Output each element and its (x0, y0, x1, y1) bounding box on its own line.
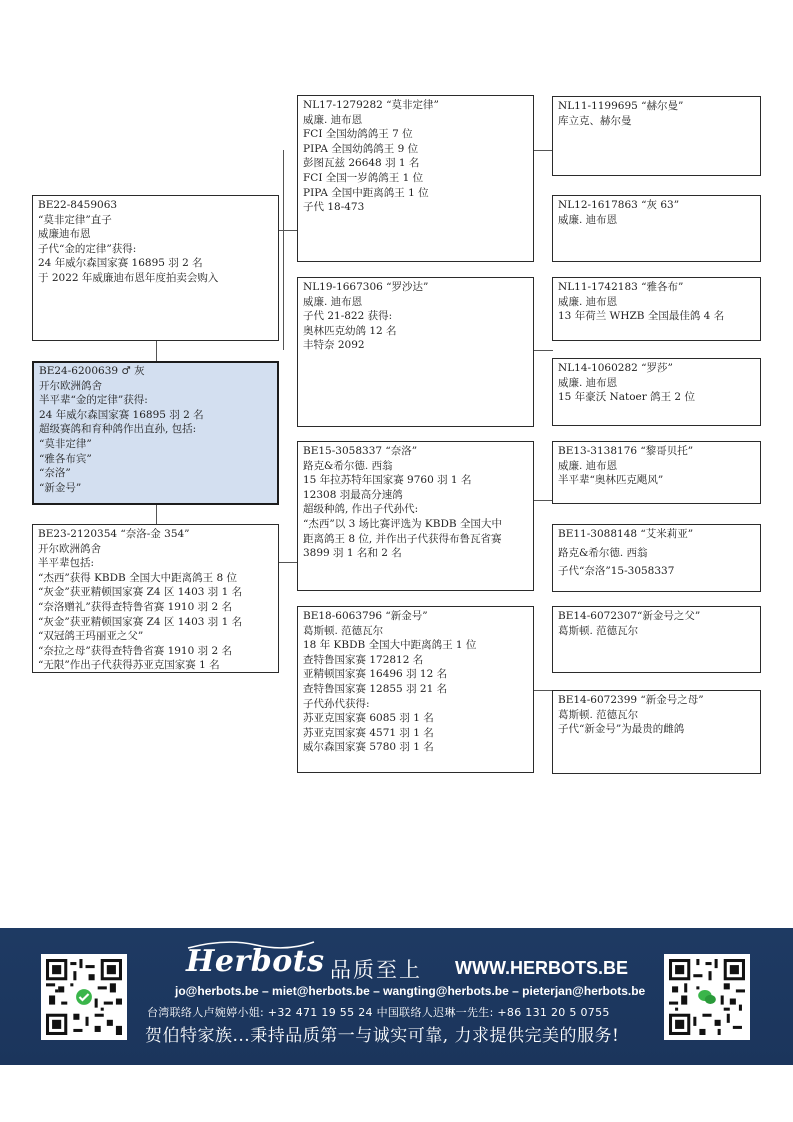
pedigree-sire-sire-box (297, 95, 534, 262)
sss-line-1: NL11-1199695 “赫尔曼” (558, 100, 684, 112)
dd-line-1: BE18-6063796 “新金号” (303, 610, 428, 622)
pedigree-dam-sire-box (297, 441, 534, 591)
pedigree-subject-box (32, 361, 279, 505)
sss-line-2: 库立克、赫尔曼 (558, 114, 632, 127)
pedigree-dds-box (552, 606, 761, 673)
sire-line-4: 子代“金的定律”获得: (38, 242, 137, 255)
ss-line-1: NL17-1279282 “莫非定律” (303, 99, 439, 111)
ddd-line-2: 葛斯顿. 范德瓦尔 (558, 708, 639, 721)
dss-line-1: BE13-3138176 “黎哥贝托” (558, 445, 694, 457)
sd-line-3: 子代 21-822 获得: (303, 310, 393, 323)
sd-line-1: NL19-1667306 “罗沙达” (303, 281, 429, 293)
dam-line-4: “杰西”获得 KBDB 全国大中距离鸽王 8 位 (38, 571, 237, 584)
connector-dam-to-grandparents (279, 562, 297, 563)
pedigree-sds-box (552, 277, 761, 341)
pedigree-ddd-box (552, 690, 761, 774)
dam-line-1: BE23-2120354 “奈洛-金 354” (38, 528, 190, 540)
ds-line-4: 12308 羽最高分速鸽 (303, 488, 403, 501)
ss-line-8: 子代 18-473 (303, 201, 365, 214)
ds-line-8: 3899 羽 1 名和 2 名 (303, 547, 402, 560)
subject-line-2: 开尔欧洲鸽舍 (39, 379, 102, 392)
ddd-line-1: BE14-6072399 “新金号之母” (558, 694, 704, 706)
pedigree-dam-box (32, 524, 279, 673)
dam-line-7: “灰金”获亚精顿国家赛 Z4 区 1403 羽 1 名 (38, 615, 243, 628)
pedigree-sire-dam-box (297, 277, 534, 427)
subject-line-4: 24 年威尔森国家赛 16895 羽 2 名 (39, 408, 204, 421)
dam-line-5: “灰金”获亚精顿国家赛 Z4 区 1403 羽 1 名 (38, 586, 243, 599)
qr-code-left-icon (46, 959, 122, 1035)
connector-sd-right (533, 350, 553, 351)
connector-subject-dam-vertical (156, 504, 157, 525)
contact-emails[interactable]: jo@herbots.be – miet@herbots.be – wangting@herbots.be – pieterjan@herbots.be (175, 984, 646, 998)
brand-logo: Herbots (186, 944, 325, 979)
dam-line-6: “奈洛赠礼”获得查特鲁省赛 1910 羽 2 名 (38, 600, 232, 613)
pedigree-sss-box (552, 96, 761, 176)
ds-line-6: “杰西”以 3 场比赛评选为 KBDB 全国大中 (303, 517, 502, 530)
subject-line-9: “新金号” (39, 481, 82, 494)
dds-line-1: BE14-6072307“新金号之父” (558, 610, 701, 622)
ds-line-3: 15 年拉苏特年国家赛 9760 羽 1 名 (303, 474, 472, 487)
dd-line-2: 葛斯顿. 范德瓦尔 (303, 624, 384, 637)
sire-line-3: 威廉迪布恩 (38, 228, 91, 241)
dd-line-9: 苏亚克国家赛 4571 羽 1 名 (303, 726, 434, 739)
dam-line-3: 半平辈包括: (38, 557, 95, 570)
dd-line-8: 苏亚克国家赛 6085 羽 1 名 (303, 712, 434, 725)
connector-dd-right (533, 690, 553, 691)
sds-line-1: NL11-1742183 “雅各布” (558, 281, 684, 293)
sds-line-2: 威廉. 迪布恩 (558, 295, 618, 308)
pedigree-sdd-box (552, 358, 761, 426)
subject-line-5: 超级赛鸽和育种鸽作出直孙, 包括: (39, 423, 197, 436)
dsd-line-5: 子代“奈洛”15-3058337 (558, 565, 675, 578)
sire-line-6: 于 2022 年威廉迪布恩年度拍卖会购入 (38, 271, 219, 284)
pedigree-ssd-box (552, 195, 761, 262)
ds-line-2: 路克&希尔德. 西翁 (303, 459, 393, 472)
sdd-line-1: NL14-1060282 “罗莎” (558, 362, 673, 374)
pedigree-sire-box (32, 195, 279, 341)
sire-line-2: “莫非定律”直子 (38, 213, 112, 226)
dsd-line-1: BE11-3088148 “艾米莉亚” (558, 528, 694, 540)
dss-line-3: 半平辈“奥林匹克飓风” (558, 474, 664, 487)
ssd-line-1: NL12-1617863 “灰 63” (558, 199, 680, 211)
dam-line-8: “双冠鸽王玛丽亚之父” (38, 630, 144, 643)
dd-line-6: 查特鲁国家赛 12855 羽 21 名 (303, 682, 448, 695)
ss-line-2: 威廉. 迪布恩 (303, 113, 363, 126)
sire-line-1: BE22-8459063 (38, 199, 118, 211)
dd-line-4: 查特鲁国家赛 172812 名 (303, 653, 424, 666)
qr-code-right[interactable] (664, 954, 750, 1040)
connector-sire-to-grandparents (279, 230, 297, 231)
sire-line-5: 24 年威尔森国家赛 16895 羽 2 名 (38, 257, 203, 270)
sdd-line-3: 15 年豪沃 Natoer 鸽王 2 位 (558, 391, 695, 404)
connector-grandparents-vertical-upper (283, 150, 284, 350)
footer-banner (0, 928, 793, 1065)
qr-code-left[interactable] (41, 954, 127, 1040)
dsd-line-3: 路克&希尔德. 西翁 (558, 546, 648, 559)
website-link[interactable]: WWW.HERBOTS.BE (455, 958, 628, 978)
ds-line-5: 超级种鸽, 作出子代孙代: (303, 503, 419, 516)
dam-line-9: “奈拉之母”获得查特鲁省赛 1910 羽 2 名 (38, 644, 232, 657)
ss-line-3: FCI 全国幼鸽鸽王 7 位 (303, 128, 413, 141)
subject-line-8: “奈洛” (39, 467, 71, 480)
contact-phones: 台湾联络人卢婉婷小姐: +32 471 19 55 24 中国联络人迟琳一先生: +86 131 20 5 0755 (147, 1006, 610, 1019)
ds-line-7: 距离鸽王 8 位, 并作出子代获得布鲁瓦省赛 (303, 532, 502, 545)
subject-line-3: 半平辈“金的定律”获得: (39, 394, 148, 407)
pedigree-dss-box (552, 441, 761, 504)
connector-sire-dam-vertical (156, 340, 157, 362)
dd-line-7: 子代孙代获得: (303, 697, 370, 710)
company-motto: 贺伯特家族...秉持品质第一与诚实可靠, 力求提供完美的服务! (145, 1026, 620, 1046)
subject-line-6: “莫非定律” (39, 437, 92, 450)
dam-line-10: “无限”作出子代获得苏亚克国家赛 1 名 (38, 659, 220, 672)
sdd-line-2: 威廉. 迪布恩 (558, 376, 618, 389)
qr-code-right-icon (669, 959, 745, 1035)
ss-line-5: 彭图瓦兹 26648 羽 1 名 (303, 157, 420, 170)
ss-line-4: PIPA 全国幼鸽鸽王 9 位 (303, 142, 419, 155)
connector-ss-right (533, 150, 553, 151)
dds-line-2: 葛斯顿. 范德瓦尔 (558, 624, 639, 637)
connector-ds-right (533, 500, 553, 501)
brand-tagline: 品质至上 (330, 958, 422, 982)
dam-line-2: 开尔欧洲鸽舍 (38, 542, 101, 555)
ds-line-1: BE15-3058337 “奈洛” (303, 445, 418, 457)
ss-line-6: FCI 全国一岁鸽鸽王 1 位 (303, 171, 424, 184)
sds-line-3: 13 年荷兰 WHZB 全国最佳鸽 4 名 (558, 310, 725, 323)
dss-line-2: 威廉. 迪布恩 (558, 459, 618, 472)
sd-line-4: 奥林匹克幼鸽 12 名 (303, 324, 397, 337)
ssd-line-2: 威廉. 迪布恩 (558, 213, 618, 226)
subject-line-1: BE24-6200639 ♂ 灰 (39, 365, 145, 377)
ss-line-7: PIPA 全国中距离鸽王 1 位 (303, 186, 429, 199)
pedigree-dam-dam-box (297, 606, 534, 773)
dd-line-3: 18 年 KBDB 全国大中距离鸽王 1 位 (303, 639, 477, 652)
dd-line-5: 亚精顿国家赛 16496 羽 12 名 (303, 668, 448, 681)
pedigree-dsd-box (552, 524, 761, 592)
sd-line-5: 丰特奈 2092 (303, 339, 365, 352)
sd-line-2: 威廉. 迪布恩 (303, 295, 363, 308)
subject-line-7: “雅各布宾” (39, 452, 92, 465)
ddd-line-3: 子代“新金号”为最贵的雌鸽 (558, 723, 685, 736)
dd-line-10: 威尔森国家赛 5780 羽 1 名 (303, 741, 434, 754)
